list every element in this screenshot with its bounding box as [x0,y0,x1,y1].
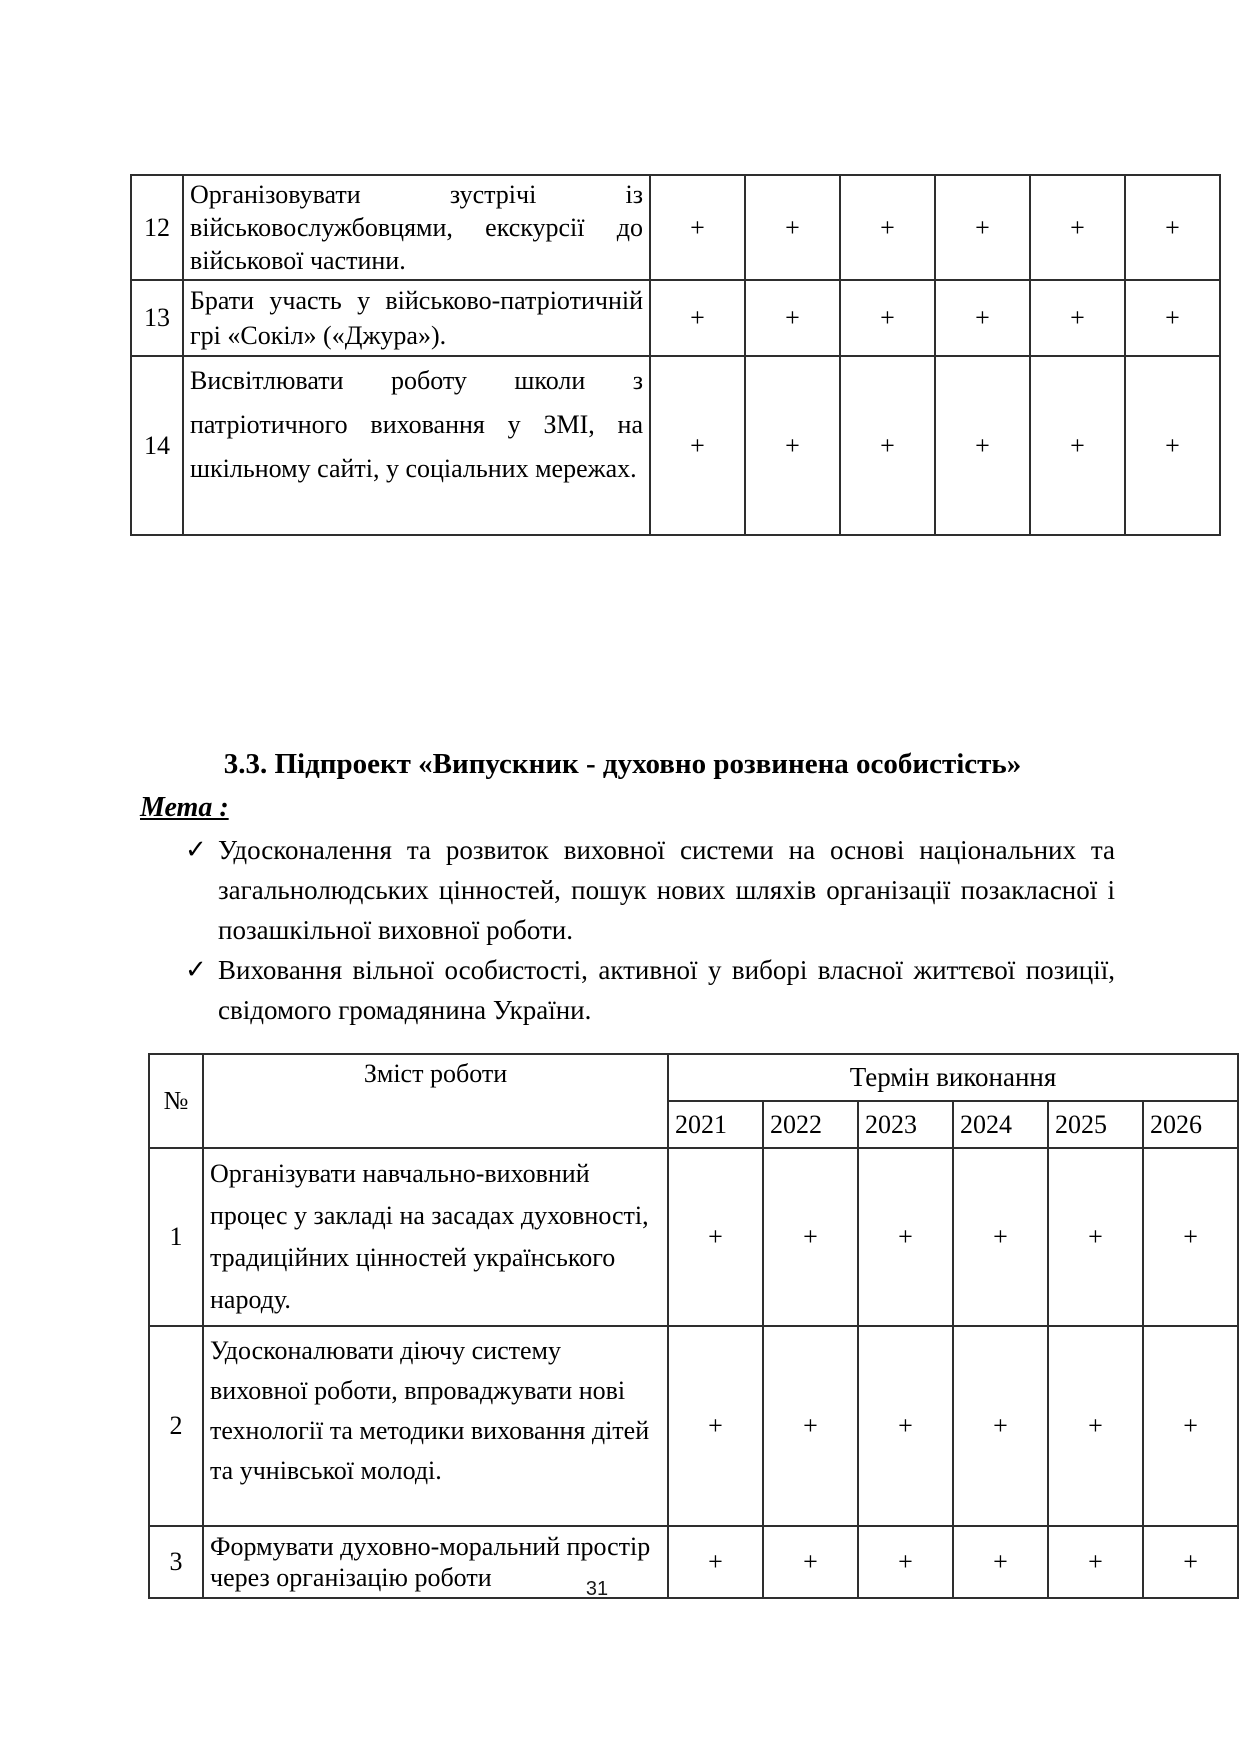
year-mark: + [840,175,935,280]
year-mark: + [668,1326,763,1526]
year-mark: + [953,1148,1048,1326]
table-row [131,280,1220,356]
header-row [149,1054,1238,1101]
row-number: 14 [131,356,183,535]
task-text: Організовувати зустрічі із військовослужбовцями, екскурсії до військової частини. [183,175,650,280]
year-mark: + [1143,1148,1238,1326]
row-number: 3 [149,1526,203,1598]
row-number: 13 [131,280,183,356]
table-row [131,175,1220,280]
goals-list [130,830,1115,1030]
year-mark: + [1048,1526,1143,1598]
year-mark: + [953,1526,1048,1598]
year-mark: + [745,356,840,535]
subproject-plan-table [148,1053,1239,1599]
header-year: 2025 [1048,1101,1143,1148]
goal-item [130,950,1115,1030]
goal-item [130,830,1115,950]
table-row [131,356,1220,535]
year-mark: + [1030,356,1125,535]
table-row [149,1326,1238,1526]
year-mark: + [935,280,1030,356]
year-mark: + [1030,280,1125,356]
year-mark: + [1048,1148,1143,1326]
year-mark: + [840,356,935,535]
header-year: 2021 [668,1101,763,1148]
goal-text: Виховання вільної особистості, активної у виборі власної життєвої позиції, свідомого громадянина України. [218,955,1115,1025]
year-mark: + [858,1148,953,1326]
year-mark: + [650,356,745,535]
year-mark: + [763,1526,858,1598]
year-mark: + [650,175,745,280]
year-mark: + [763,1148,858,1326]
task-text: Формувати духовно-моральний простір через організацію роботи [203,1526,668,1598]
header-year: 2024 [953,1101,1048,1148]
header-term: Термін виконання [668,1054,1238,1101]
year-mark: + [745,280,840,356]
year-mark: + [1030,175,1125,280]
year-mark: + [858,1326,953,1526]
page-number: 31 [585,1578,609,1600]
goal-text: Удосконалення та розвиток виховної системи на основі національних та загальнолюдських цінностей, пошук нових шляхів організації позакласної і позашкільної виховної роботи. [218,835,1115,945]
table-row [149,1148,1238,1326]
year-mark: + [1125,280,1220,356]
year-mark: + [935,356,1030,535]
year-mark: + [668,1526,763,1598]
header-year: 2026 [1143,1101,1238,1148]
year-mark: + [1125,356,1220,535]
header-content: Зміст роботи [203,1054,668,1148]
row-number: 1 [149,1148,203,1326]
plan-table-continuation [130,174,1221,536]
year-mark: + [858,1526,953,1598]
task-text: Висвітлювати роботу школи з патріотичного виховання у ЗМІ, на шкільному сайті, у соціальних мережах. [183,356,650,535]
year-mark: + [745,175,840,280]
task-text: Удосконалювати діючу систему виховної роботи, впроваджувати нові технології та методики виховання дітей та учнівської молоді. [203,1326,668,1526]
year-mark: + [1143,1326,1238,1526]
task-text: Організувати навчально-виховний процес у закладі на засадах духовності, традиційних цінностей українського народу. [203,1148,668,1326]
header-year: 2023 [858,1101,953,1148]
year-mark: + [935,175,1030,280]
meta-label: Мета : [140,792,229,823]
year-mark: + [1125,175,1220,280]
year-mark: + [953,1326,1048,1526]
checkmark-icon: ✓ [185,955,207,985]
row-number: 2 [149,1326,203,1526]
section-heading: 3.3. Підпроект «Випускник - духовно розвинена особистість» [223,748,1022,780]
task-text: Брати участь у військово-патріотичній грі «Сокіл» («Джура»). [183,280,650,356]
header-year: 2022 [763,1101,858,1148]
year-mark: + [668,1148,763,1326]
checkmark-icon: ✓ [185,835,207,865]
row-number: 12 [131,175,183,280]
header-number: № [149,1054,203,1148]
year-mark: + [763,1326,858,1526]
year-mark: + [840,280,935,356]
year-mark: + [1048,1326,1143,1526]
year-mark: + [1143,1526,1238,1598]
year-mark: + [650,280,745,356]
